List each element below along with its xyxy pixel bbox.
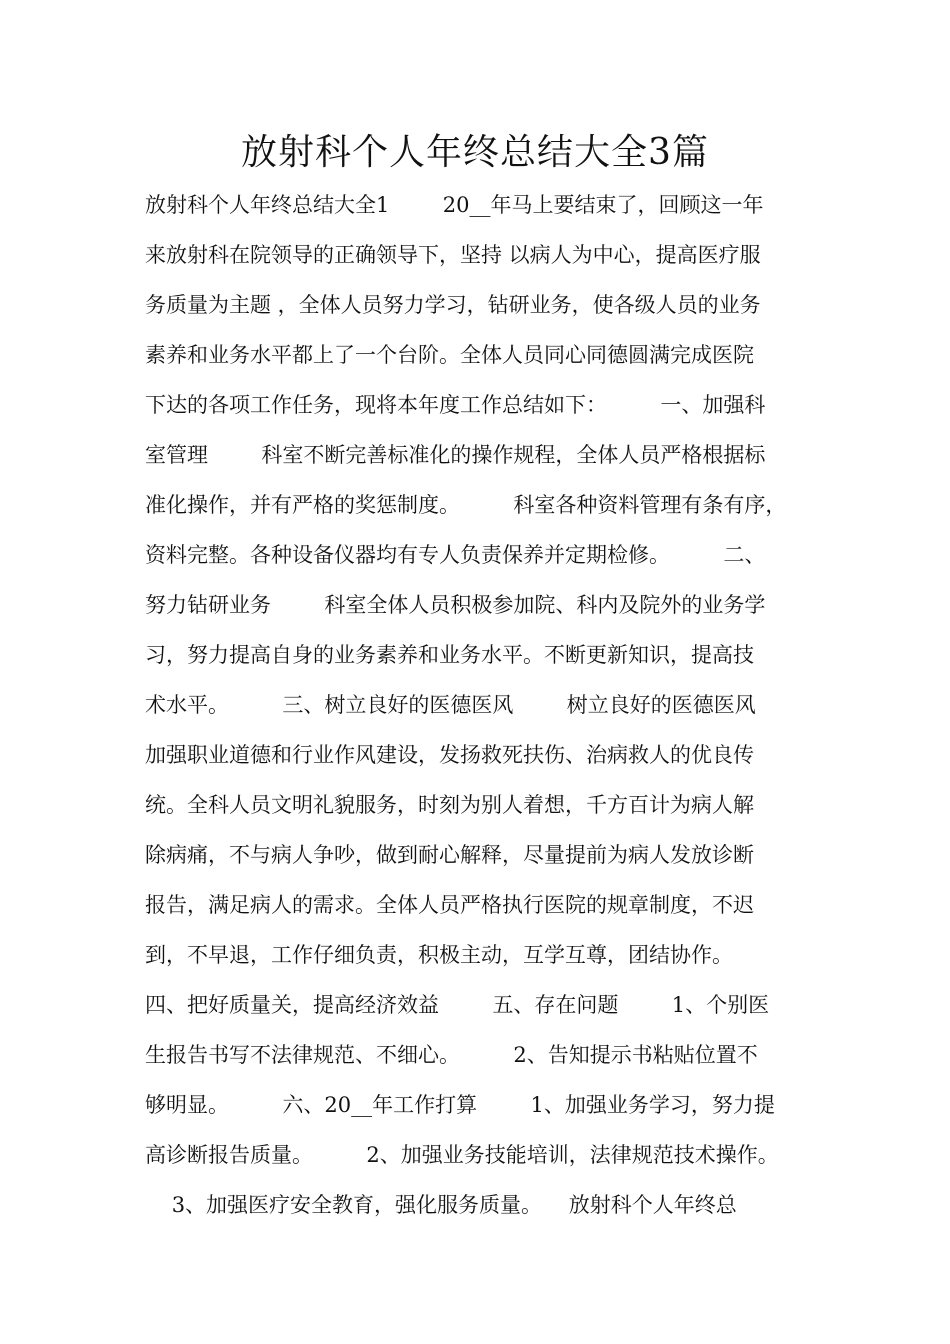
text-line: 够明显。 六、20__年工作打算 1、加强业务学习，努力提 [145,1093,775,1117]
document-body [145,180,845,1230]
text-line: 下达的各项工作任务，现将本年度工作总结如下： 一、加强科 [145,393,766,417]
text-line: 务质量为主题 ，全体人员努力学习，钻研业务，使各级人员的业务 [145,293,761,317]
text-line: 习，努力提高自身的业务素养和业务水平。不断更新知识，提高技 [145,643,754,667]
text-line: 来放射科在院领导的正确领导下，坚持 以病人为中心，提高医疗服 [145,243,761,267]
text-line: 高诊断报告质量。 2、加强业务技能培训，法律规范技术操作。 [145,1143,779,1167]
text-line: 室管理 科室不断完善标准化的操作规程，全体人员严格根据标 [145,443,766,467]
text-line: 加强职业道德和行业作风建设，发扬救死扶伤、治病救人的优良传 [145,743,754,767]
text-line: 报告，满足病人的需求。全体人员严格执行医院的规章制度，不迟 [145,893,754,917]
text-line: 准化操作，并有严格的奖惩制度。 科室各种资料管理有条有序， [145,493,787,517]
document-title: 放射科个人年终总结大全3篇 [241,132,709,173]
text-line: 放射科个人年终总结大全1 20__年马上要结束了，回顾这一年 [145,193,764,217]
text-line: 除病痛，不与病人争吵，做到耐心解释，尽量提前为病人发放诊断 [145,843,754,867]
text-line: 统。全科人员文明礼貌服务，时刻为别人着想，千方百计为病人解 [145,793,754,817]
text-line: 四、把好质量关，提高经济效益 五、存在问题 1、个别医 [145,993,770,1017]
text-line: 到，不早退，工作仔细负责，积极主动，互学互尊，团结协作。 [145,943,733,967]
text-line: 术水平。 三、树立良好的医德医风 树立良好的医德医风 [145,693,756,717]
text-line: 生报告书写不法律规范、不细心。 2、告知提示书粘贴位置不 [145,1043,758,1067]
text-line: 资料完整。各种设备仪器均有专人负责保养并定期检修。 二、 [145,543,766,567]
text-line: 素养和业务水平都上了一个台阶。全体人员同心同德圆满完成医院 [145,343,754,367]
text-line: 努力钻研业务 科室全体人员积极参加院、科内及院外的业务学 [145,593,766,617]
text-line: 3、加强医疗安全教育，强化服务质量。 放射科个人年终总 [145,1193,737,1217]
